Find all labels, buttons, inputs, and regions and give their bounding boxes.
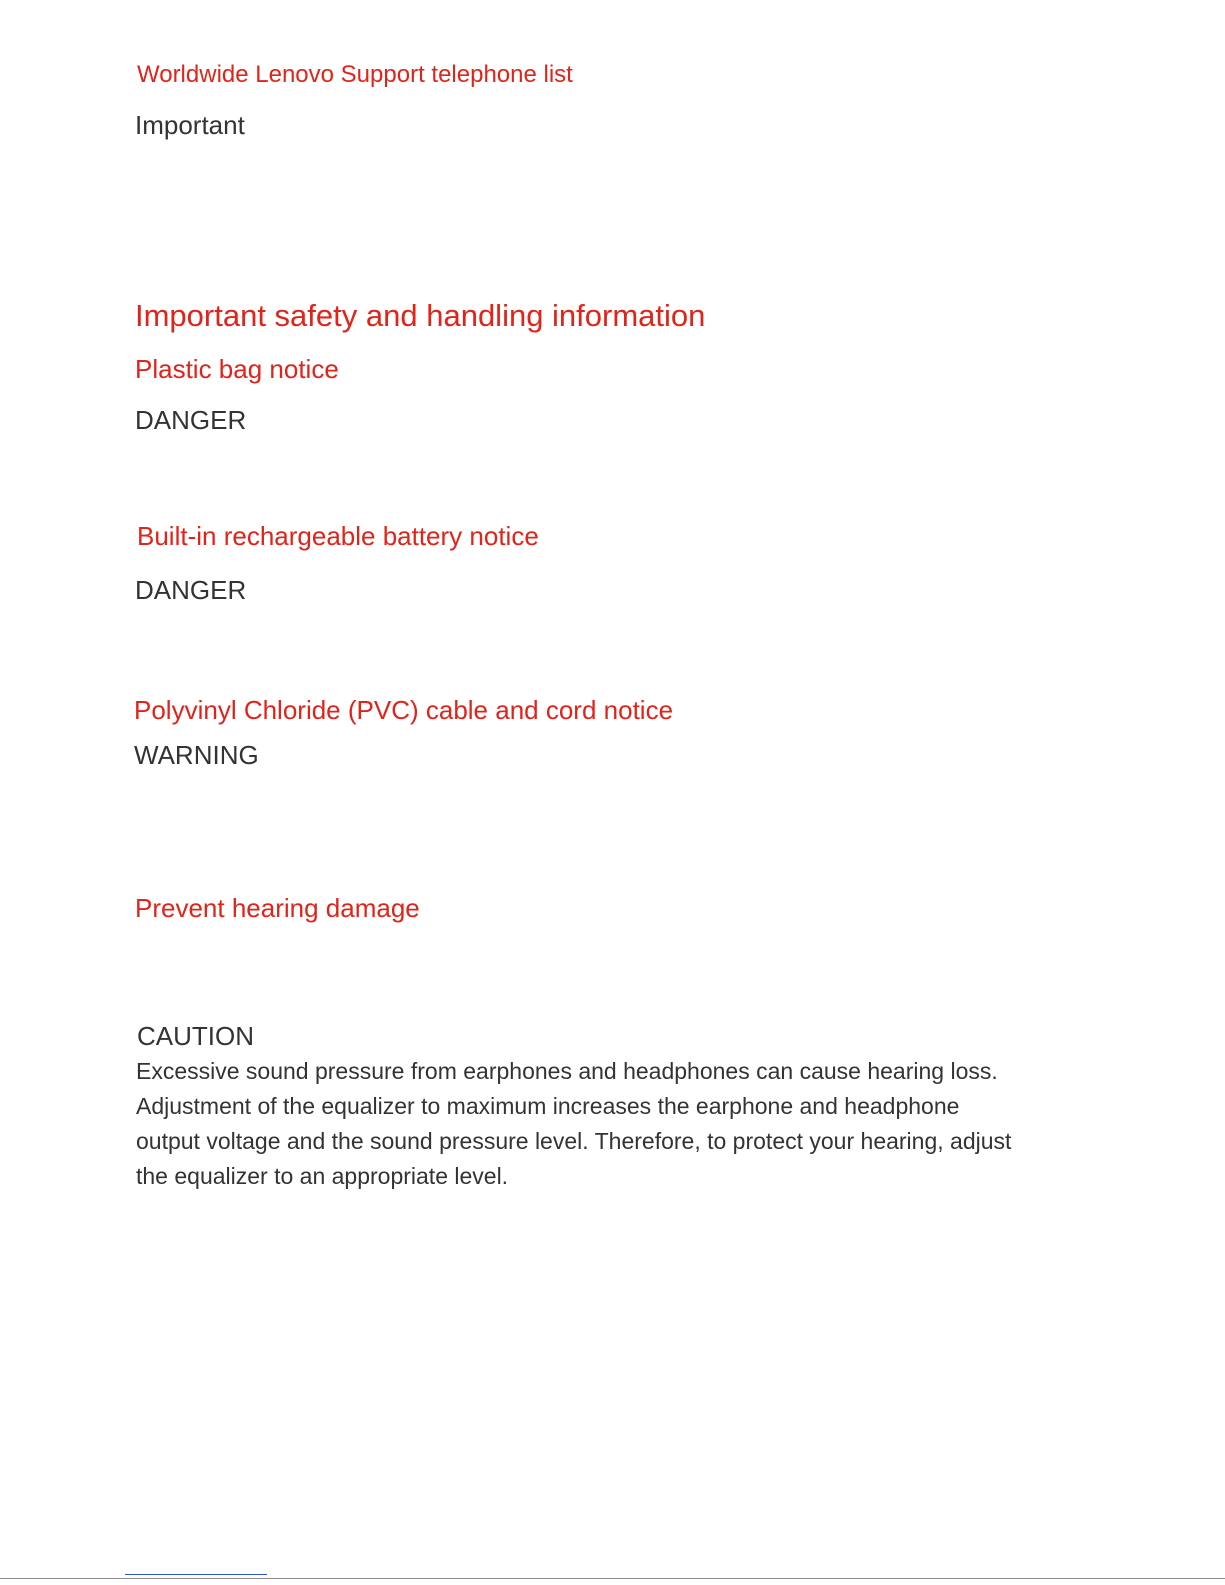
caution-paragraph (136, 1054, 1011, 1194)
caution-text-line: the equalizer to an appropriate level. (136, 1163, 509, 1189)
pvc-heading: Polyvinyl Chloride (PVC) cable and cord notice (134, 695, 674, 725)
warning-label: WARNING (134, 740, 259, 770)
safety-heading: Important safety and handling information (135, 298, 706, 333)
caution-text-line: output voltage and the sound pressure level. Therefore, to protect your hearing, adjust (136, 1128, 1012, 1154)
hearing-heading: Prevent hearing damage (135, 893, 420, 923)
support-telephone-heading: Worldwide Lenovo Support telephone list (137, 61, 573, 88)
important-label: Important (135, 110, 245, 140)
caution-text-line: Excessive sound pressure from earphones and headphones can cause hearing loss. (136, 1058, 998, 1084)
footer-divider (0, 1578, 1225, 1579)
footer-link-underline (125, 1574, 267, 1575)
caution-label: CAUTION (137, 1021, 254, 1051)
danger-label: DANGER (135, 405, 247, 435)
plastic-bag-heading: Plastic bag notice (135, 354, 339, 384)
battery-heading: Built-in rechargeable battery notice (137, 521, 539, 551)
danger-label: DANGER (135, 575, 247, 605)
caution-text-line: Adjustment of the equalizer to maximum increases the earphone and headphone (136, 1093, 960, 1119)
